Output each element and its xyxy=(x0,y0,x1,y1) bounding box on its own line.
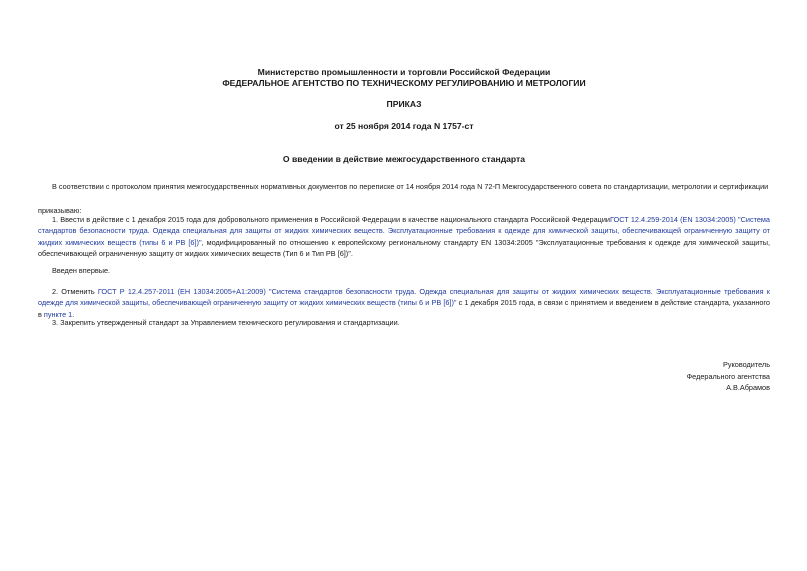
agency-title: ФЕДЕРАЛЬНОЕ АГЕНТСТВО ПО ТЕХНИЧЕСКОМУ РЕГУЛИРОВАНИЮ И МЕТРОЛОГИИ xyxy=(222,78,586,88)
introduced-note: Введен впервые. xyxy=(52,266,111,275)
signature-name: А.В.Абрамов xyxy=(726,383,770,393)
gost-12-4-259-link[interactable]: ГОСТ 12.4.259-2014 (EN 13034:2005) "Система стандартов безопасности труда. Одежда специальная для защиты от жидких химических веществ. Эксплуатационные требования к одежде для химической защиты, обеспечивающей ограниченную защиту от жидких химических веществ (типы 6 и PB [6])" xyxy=(38,215,770,247)
document-date-number: от 25 ноября 2014 года N 1757-ст xyxy=(334,121,474,131)
preamble: В соответствии с протоколом принятия межгосударственных нормативных документов по переписке от 14 ноября 2014 года N 72-П Межгосударственного совета по стандартизации, метрологии и сертификации xyxy=(52,182,769,191)
item-1-reference-link[interactable]: пункте 1 xyxy=(43,309,73,319)
document-page xyxy=(38,0,770,571)
signature-position: Руководитель xyxy=(722,360,770,369)
signature-block xyxy=(570,359,770,394)
order-item-2 xyxy=(38,286,770,320)
order-item-2-end: . xyxy=(72,309,75,319)
document-subject: О введении в действие межгосударственного стандарта xyxy=(282,154,526,164)
order-item-3: 3. Закрепить утвержденный стандарт за Управлением технического регулирования и стандартизации. xyxy=(52,318,400,327)
signature-agency: Федерального агентства xyxy=(686,371,770,381)
ministry-title: Министерство промышленности и торговли Российской Федерации xyxy=(257,67,551,77)
gost-r-12-4-257-link[interactable]: ГОСТ Р 12.4.257-2011 (ЕН 13034:2005+А1:2009) "Система стандартов безопасности труда. Одежда специальная для защиты от жидких химических веществ. Эксплуатационные требования к одежде для химической защиты, обеспечивающей ограниченную защиту от жидких химических веществ (типы 6 и PB [6])" xyxy=(38,287,770,308)
order-item-1 xyxy=(38,214,770,260)
order-item-1-prefix: 1. Ввести в действие с 1 декабря 2015 года для добровольного применения в Российской Федерации в качестве национального стандарта Российской Федерации xyxy=(52,215,610,224)
order-item-2-prefix: 2. Отменить xyxy=(52,287,98,296)
order-item-2-middle: с 1 декабря 2015 года, в связи с принятием и введением в действие стандарта, указанного в xyxy=(38,298,770,319)
document-type: ПРИКАЗ xyxy=(386,99,422,109)
order-item-1-suffix: , модифицированный по отношению к европейскому региональному стандарту EN 13034:2005 "Эксплуатационные требования к одежде для химической защиты, обеспечивающей ограниченную защиту от жидких химических веществ (Тип 6 и Тип PB [6])". xyxy=(38,237,770,259)
order-word: приказываю: xyxy=(38,206,82,215)
